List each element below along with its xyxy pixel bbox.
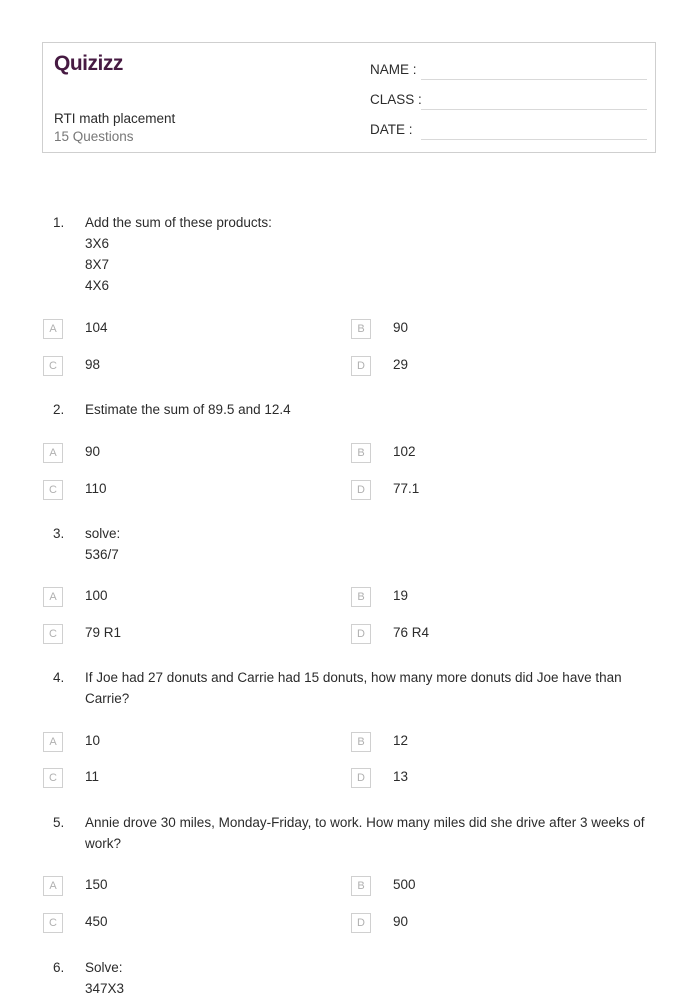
option-letter-box: A [43, 876, 63, 896]
option-letter-box: D [351, 768, 371, 788]
class-field[interactable] [370, 88, 647, 110]
option-letter-box: B [351, 443, 371, 463]
worksheet-title: RTI math placement [54, 111, 176, 126]
option-value: 79 R1 [85, 625, 122, 640]
option-value: 11 [85, 769, 100, 784]
question-number: 4. [53, 670, 65, 685]
question-text: solve: 536/7 [85, 526, 121, 562]
option-value: 90 [393, 914, 409, 929]
option-letter-box: C [43, 913, 63, 933]
option-value: 100 [85, 588, 108, 603]
option-value: 19 [393, 588, 409, 603]
question-text: Annie drove 30 miles, Monday-Friday, to work. How many miles did she drive after 3 weeks of work? [85, 815, 645, 851]
option-value: 76 R4 [393, 625, 430, 640]
question-count: 15 Questions [54, 129, 134, 144]
option-value: 450 [85, 914, 108, 929]
name-line [421, 79, 647, 80]
date-label: DATE : [370, 122, 413, 137]
class-label: CLASS : [370, 92, 422, 107]
option-letter-box: A [43, 443, 63, 463]
option-value: 29 [393, 357, 409, 372]
class-line [421, 109, 647, 110]
option-value: 110 [85, 481, 107, 496]
name-label: NAME : [370, 62, 417, 77]
option-value: 102 [393, 444, 416, 459]
date-line [421, 139, 647, 140]
quizizz-logo: Quizizz [54, 52, 123, 75]
option-value: 500 [393, 877, 416, 892]
option-letter-box: D [351, 913, 371, 933]
question-number: 5. [53, 815, 65, 830]
option-value: 10 [85, 733, 101, 748]
option-letter-box: C [43, 480, 63, 500]
question-number: 1. [53, 215, 65, 230]
question-number: 3. [53, 526, 65, 541]
option-letter-box: A [43, 587, 63, 607]
option-value: 98 [85, 357, 101, 372]
option-letter-box: D [351, 356, 371, 376]
option-value: 150 [85, 877, 108, 892]
option-letter-box: A [43, 319, 63, 339]
option-letter-box: A [43, 732, 63, 752]
question-number: 2. [53, 402, 65, 417]
option-letter-box: B [351, 587, 371, 607]
option-letter-box: B [351, 732, 371, 752]
option-value: 90 [85, 444, 101, 459]
option-value: 104 [85, 320, 108, 335]
date-field[interactable] [370, 118, 647, 140]
option-letter-box: C [43, 624, 63, 644]
option-letter-box: C [43, 356, 63, 376]
option-value: 90 [393, 320, 409, 335]
option-value: 12 [393, 733, 409, 748]
question-text: Solve: 347X3 [85, 960, 125, 996]
option-value: 13 [393, 769, 409, 784]
name-field[interactable] [370, 58, 647, 80]
option-letter-box: D [351, 624, 371, 644]
option-letter-box: B [351, 319, 371, 339]
option-letter-box: C [43, 768, 63, 788]
option-value: 77.1 [393, 481, 420, 496]
question-number: 6. [53, 960, 65, 975]
question-text: Estimate the sum of 89.5 and 12.4 [85, 402, 291, 417]
option-letter-box: B [351, 876, 371, 896]
question-text: Add the sum of these products: 3X6 8X7 4X6 [85, 215, 272, 293]
question-text: If Joe had 27 donuts and Carrie had 15 donuts, how many more donuts did Joe have than Carrie? [85, 670, 622, 706]
option-letter-box: D [351, 480, 371, 500]
worksheet-header [42, 42, 656, 153]
